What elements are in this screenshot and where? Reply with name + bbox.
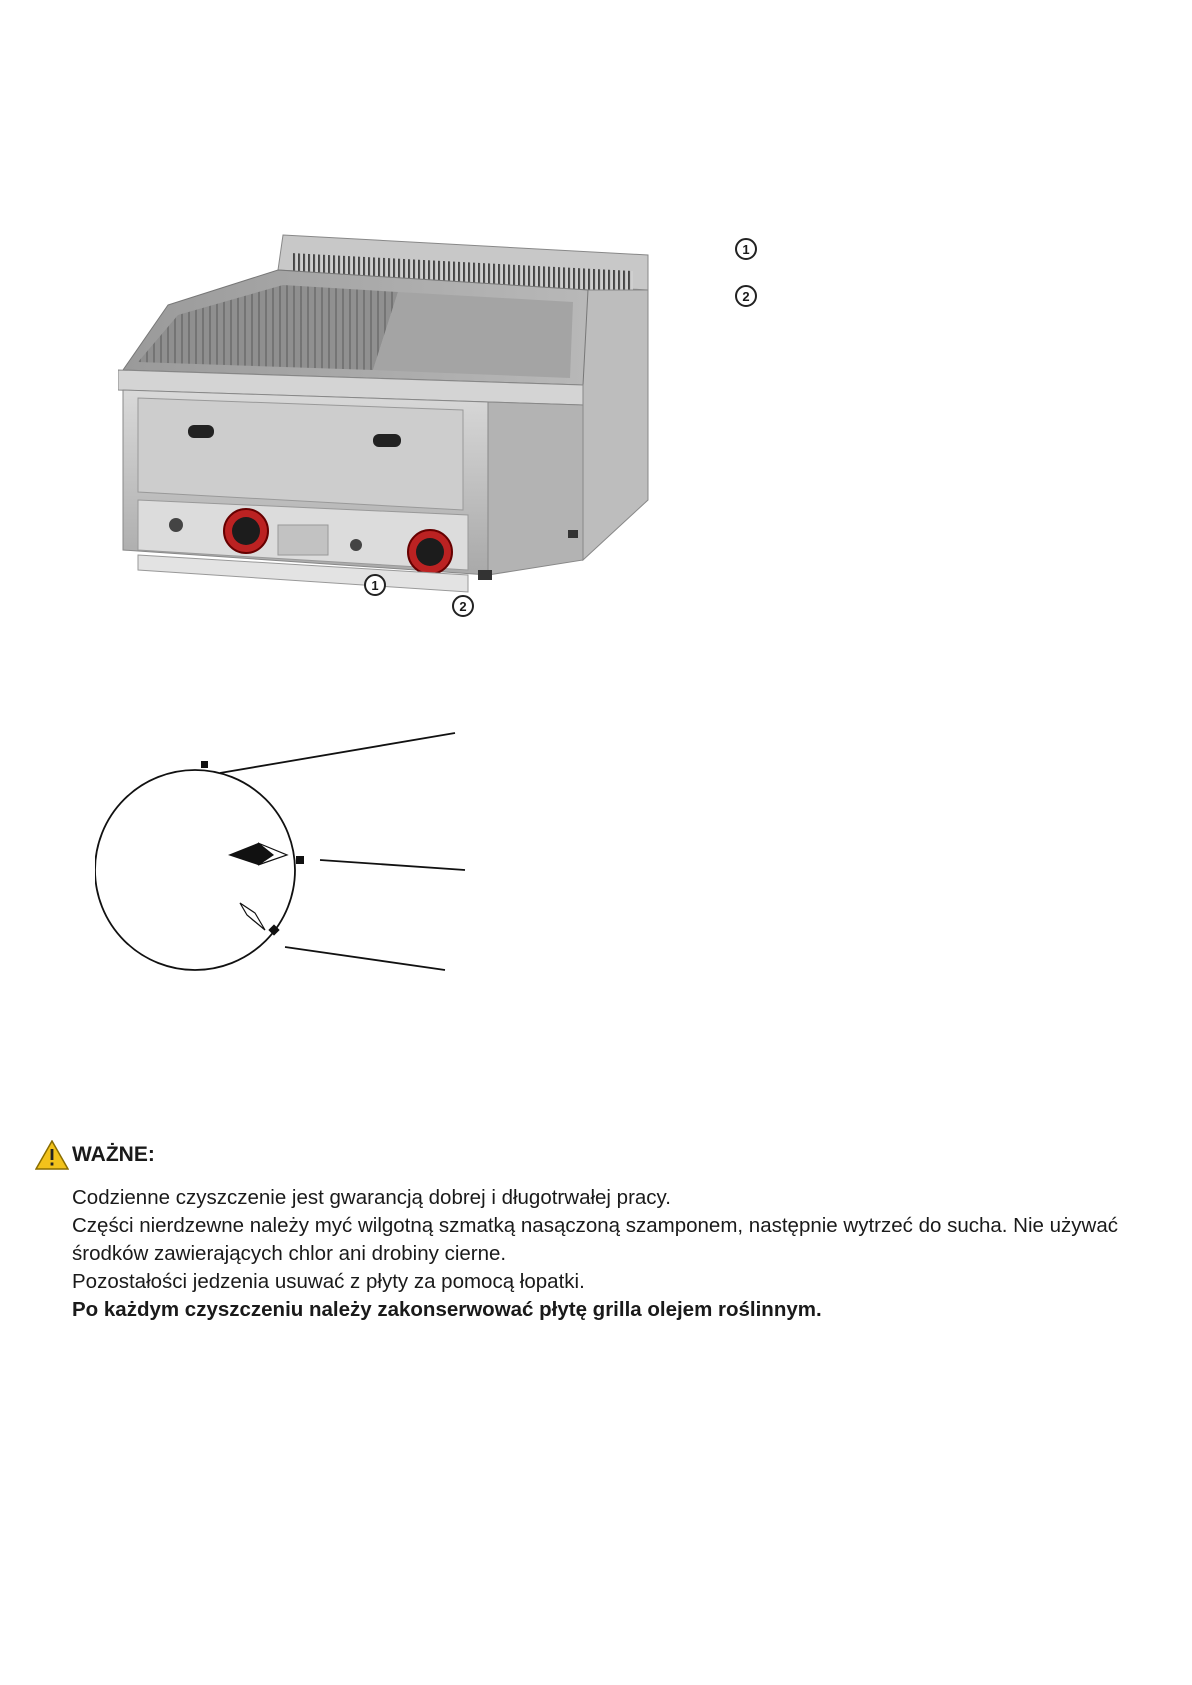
note-line-4: Po każdym czyszczeniu należy zakonserwować płytę grilla olejem roślinnym.: [72, 1298, 822, 1321]
burner-diagram: [95, 725, 475, 975]
legend-item-1: [735, 238, 757, 260]
note-line-2: Części nierdzewne należy myć wilgotną szmatką nasączoną szamponem, następnie wytrzeć do sucha. Nie używać środków zawierających chlor ani drobiny cierne.: [72, 1214, 1118, 1265]
griddle-illustration: [118, 230, 658, 625]
legend-item-2: [735, 285, 757, 307]
note-line-1: Codzienne czyszczenie jest gwarancją dobrej i długotrwałej pracy.: [72, 1186, 671, 1209]
warning-title: WAŻNE:: [72, 1143, 155, 1166]
legend-badge-2: 2: [735, 285, 757, 307]
warning-heading: [35, 1140, 155, 1170]
callout-badge-2: 2: [452, 595, 474, 617]
legend-badge-1: 1: [735, 238, 757, 260]
cleaning-notes: [72, 1184, 1132, 1324]
callout-badge-1: 1: [364, 574, 386, 596]
note-line-3: Pozostałości jedzenia usuwać z płyty za pomocą łopatki.: [72, 1270, 585, 1293]
warning-triangle-icon: [35, 1140, 69, 1170]
